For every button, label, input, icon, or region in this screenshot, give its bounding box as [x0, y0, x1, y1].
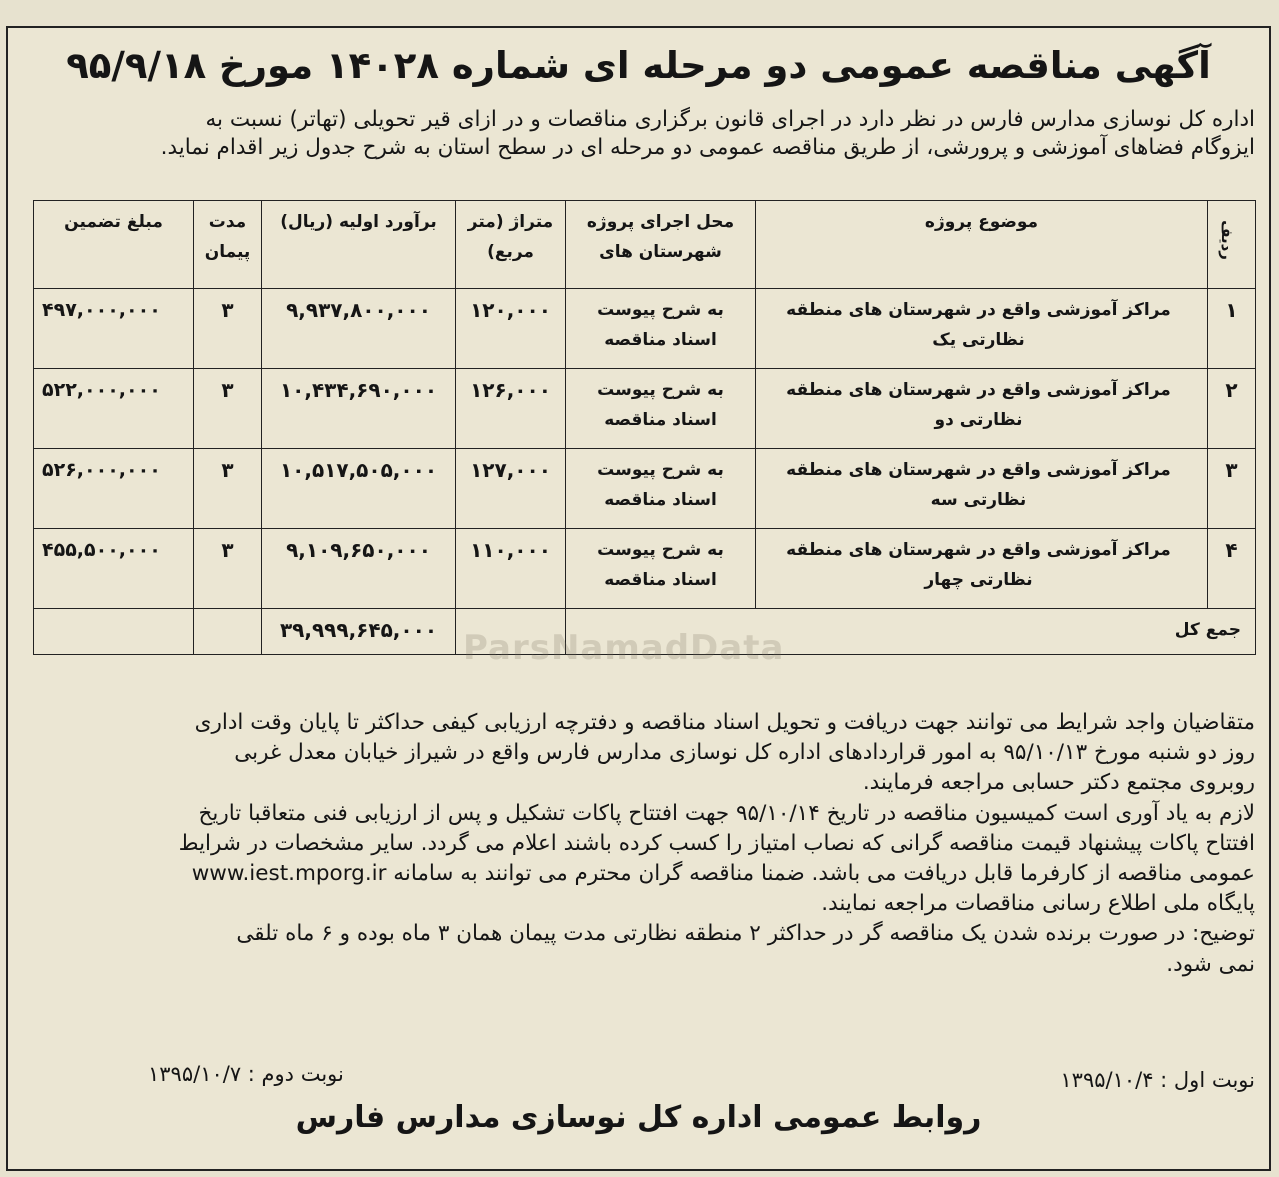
intro-line: اداره کل نوسازی مدارس فارس در نظر دارد در اجرای قانون برگزاری مناقصات و در ازای قیر تحویلی (تهاتر) نسبت به	[205, 107, 1255, 132]
total-label: جمع کل	[566, 609, 1256, 655]
body-line: متقاضیان واجد شرایط می توانند جهت دریافت و تحویل اسناد مناقصه و دفترچه ارزیابی کیفی حداکثر تا پایان وقت اداری	[194, 710, 1255, 735]
cell-duration: ۳	[194, 529, 262, 609]
header-duration: مدت پیمان	[194, 201, 262, 289]
watermark-text: ParsNamadData	[463, 628, 785, 668]
header-location: محل اجرای پروژه شهرستان های	[566, 201, 756, 289]
second-notice-date: نوبت دوم : ۱۳۹۵/۱۰/۷	[148, 1062, 344, 1086]
body-line: نمی شود.	[1166, 951, 1255, 977]
cell-area: ۱۲۰,۰۰۰	[456, 289, 566, 369]
table-row	[34, 289, 1256, 369]
cell-area: ۱۲۶,۰۰۰	[456, 369, 566, 449]
table-total-row	[34, 609, 1256, 655]
intro-text	[22, 106, 1255, 162]
cell-subject: مراکز آموزشی واقع در شهرستان های منطقه نظارتی دو	[756, 369, 1208, 449]
projects-table	[33, 200, 1256, 655]
table-row	[34, 369, 1256, 449]
total-empty-cell	[456, 609, 566, 655]
body-line: روبروی مجتمع دکتر حسابی مراجعه فرمایند.	[862, 770, 1255, 796]
intro-line: ایزوگام فضاهای آموزشی و پرورشی، از طریق مناقصه عمومی دو مرحله ای در سطح استان به شرح جدول زیر اقدام نماید.	[160, 135, 1255, 160]
table-row	[34, 449, 1256, 529]
cell-subject: مراکز آموزشی واقع در شهرستان های منطقه نظارتی چهار	[756, 529, 1208, 609]
cell-row: ۲	[1208, 369, 1256, 449]
total-empty-cell	[194, 609, 262, 655]
cell-location: به شرح پیوست اسناد مناقصه	[566, 529, 756, 609]
total-empty-cell	[34, 609, 194, 655]
signature: روابط عمومی اداره کل نوسازی مدارس فارس	[295, 1100, 982, 1135]
cell-estimate: ۱۰,۵۱۷,۵۰۵,۰۰۰	[262, 449, 456, 529]
cell-subject: مراکز آموزشی واقع در شهرستان های منطقه نظارتی یک	[756, 289, 1208, 369]
cell-guarantee: ۴۵۵,۵۰۰,۰۰۰	[34, 529, 194, 609]
cell-location: به شرح پیوست اسناد مناقصه	[566, 369, 756, 449]
notice-body	[22, 708, 1255, 980]
cell-estimate: ۹,۱۰۹,۶۵۰,۰۰۰	[262, 529, 456, 609]
cell-row: ۴	[1208, 529, 1256, 609]
total-estimate: ۳۹,۹۹۹,۶۴۵,۰۰۰	[262, 609, 456, 655]
table-row	[34, 529, 1256, 609]
cell-location: به شرح پیوست اسناد مناقصه	[566, 289, 756, 369]
cell-duration: ۳	[194, 369, 262, 449]
header-estimate: برآورد اولیه (ریال)	[262, 201, 456, 289]
body-line: پایگاه ملی اطلاع رسانی مناقصات مراجعه نمایند.	[821, 891, 1255, 917]
tender-notice	[6, 26, 1271, 1171]
cell-estimate: ۹,۹۳۷,۸۰۰,۰۰۰	[262, 289, 456, 369]
cell-location: به شرح پیوست اسناد مناقصه	[566, 449, 756, 529]
cell-duration: ۳	[194, 289, 262, 369]
body-line: روز دو شنبه مورخ ۹۵/۱۰/۱۳ به امور قراردادهای اداره کل نوسازی مدارس فارس واقع در شیراز خیابان معدل غربی	[234, 740, 1255, 766]
table-header-row	[34, 201, 1256, 289]
cell-duration: ۳	[194, 449, 262, 529]
cell-row: ۳	[1208, 449, 1256, 529]
cell-estimate: ۱۰,۴۳۴,۶۹۰,۰۰۰	[262, 369, 456, 449]
cell-guarantee: ۵۲۲,۰۰۰,۰۰۰	[34, 369, 194, 449]
body-line: لازم به یاد آوری است کمیسیون مناقصه در تاریخ ۹۵/۱۰/۱۴ جهت افتتاح پاکات تشکیل و پس از ارزیابی فنی متعاقبا تاریخ	[198, 800, 1255, 826]
notice-title: آگهی مناقصه عمومی دو مرحله ای شماره ۱۴۰۲۸ مورخ ۹۵/۹/۱۸	[66, 44, 1211, 87]
cell-area: ۱۲۷,۰۰۰	[456, 449, 566, 529]
body-line: عمومی مناقصه از کارفرما قابل دریافت می باشد. ضمنا مناقصه گران محترم می توانند به سامانه www.iest.mporg.ir	[191, 861, 1255, 887]
cell-area: ۱۱۰,۰۰۰	[456, 529, 566, 609]
body-line: افتتاح پاکات پیشنهاد قیمت مناقصه گرانی که نصاب امتیاز را کسب کرده باشند اعلام می گردد. سایر مشخصات در شرایط	[178, 830, 1255, 856]
cell-guarantee: ۵۲۶,۰۰۰,۰۰۰	[34, 449, 194, 529]
header-area: متراژ (متر مربع)	[456, 201, 566, 289]
cell-subject: مراکز آموزشی واقع در شهرستان های منطقه نظارتی سه	[756, 449, 1208, 529]
cell-row: ۱	[1208, 289, 1256, 369]
first-notice-date: نوبت اول : ۱۳۹۵/۱۰/۴	[1060, 1068, 1255, 1092]
header-subject: موضوع پروژه	[756, 201, 1208, 289]
body-line: توضیح: در صورت برنده شدن یک مناقصه گر در حداکثر ۲ منطقه نظارتی مدت پیمان همان ۳ ماه بوده و ۶ ماه تلقی	[236, 921, 1255, 947]
header-guarantee: مبلغ تضمین	[34, 201, 194, 289]
header-row-number: ردیف	[1208, 201, 1256, 289]
cell-guarantee: ۴۹۷,۰۰۰,۰۰۰	[34, 289, 194, 369]
